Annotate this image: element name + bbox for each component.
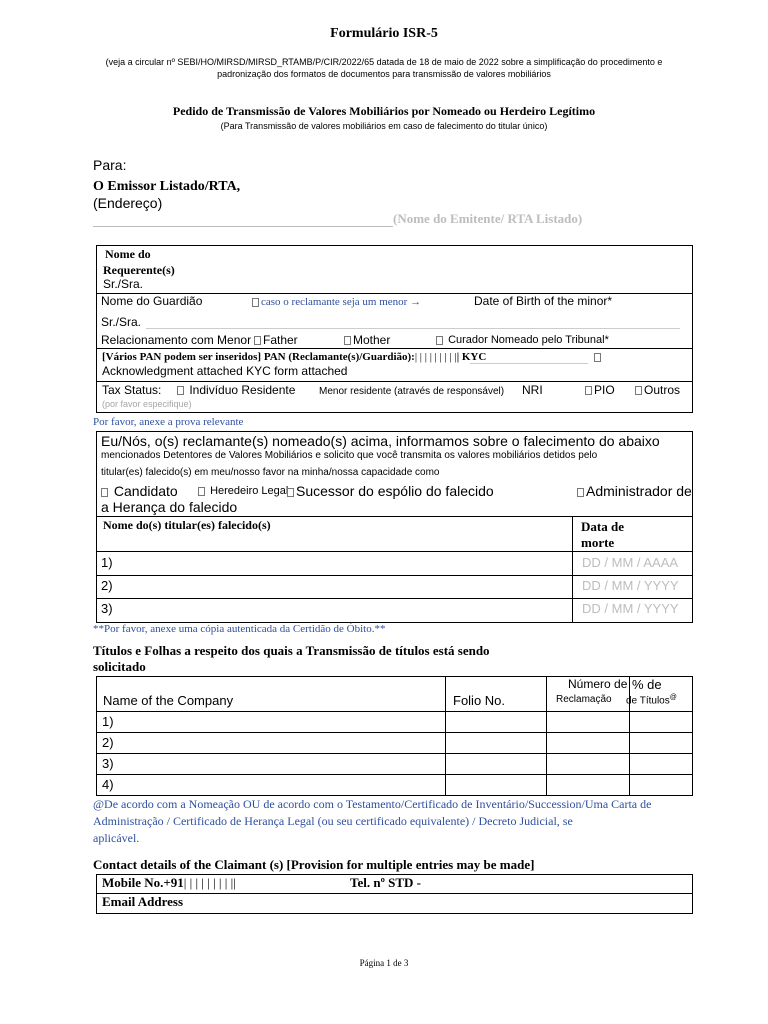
tax-nri[interactable]: NRI (522, 383, 543, 397)
guardian-label: Nome do Guardião (101, 294, 203, 308)
circular-note-line1: (veja a circular nº SEBI/HO/MIRSD/MIRSD_RTAMB/P/CIR/2022/65 datada de 18 de maio de 2022 sobre a simplificação do procedimento e (105, 57, 663, 67)
form-title: Formulário ISR-5 (330, 26, 438, 41)
securities-row-1: 1) (102, 714, 114, 729)
declaration-line-last: a Herança do falecido (101, 499, 238, 515)
option-successor[interactable]: Sucessor do espólio do falecido (287, 483, 494, 499)
tax-others[interactable]: Outros (635, 383, 680, 397)
declaration-line2: mencionados Detentores de Valores Mobiliários e solicito que você transmita os valores mobiliários detidos pelo (101, 450, 598, 461)
tel-std-field[interactable]: Tel. nº STD - (350, 875, 421, 890)
deceased-row-3-num: 3) (101, 601, 113, 616)
relationship-mother[interactable]: Mother (344, 333, 390, 347)
guardian-minor-checkbox[interactable]: caso o reclamante seja um menor → (252, 296, 421, 308)
declaration-line1: Eu/Nós, o(s) reclamante(s) nomeado(s) acima, informamos sobre o falecimento do abaixo (101, 433, 660, 449)
checkbox-icon[interactable] (252, 298, 259, 307)
nomination-note-2: Administração / Certificado de Herança Legal (ou seu certificado equivalente) / Decreto Judicial, se (93, 814, 573, 828)
guardian-prefix[interactable]: Sr./Sra. (101, 315, 142, 329)
nomination-note-1: @De acordo com a Nomeação OU de acordo com o Testamento/Certificado de Inventário/Succession/Uma Carta de (93, 797, 652, 811)
address-label: (Endereço) (93, 195, 163, 211)
securities-row-2: 2) (102, 735, 114, 750)
mobile-field[interactable]: Mobile No.+91| | | | | | | | || (102, 875, 236, 890)
checkbox-icon[interactable] (344, 336, 351, 345)
checkbox-icon[interactable] (198, 487, 205, 496)
securities-row-3: 3) (102, 756, 114, 771)
checkbox-icon[interactable] (254, 336, 261, 345)
deceased-row-3-date[interactable]: DD / MM / YYYY (582, 601, 679, 616)
tax-resident[interactable]: Indivíduo Residente (177, 383, 295, 397)
kyc-checkbox-icon[interactable] (594, 353, 601, 362)
option-legal-heir[interactable]: Heredeiro Legal (198, 485, 288, 497)
checkbox-icon[interactable] (635, 386, 642, 395)
relationship-label: Relacionamento com Menor (101, 333, 252, 347)
checkbox-icon[interactable] (585, 386, 592, 395)
tax-minor-resident[interactable]: Menor residente (através de responsável) (319, 386, 505, 397)
declaration-line3: titular(es) falecido(s) em meu/nosso favor na minha/nossa capacidade como (101, 467, 440, 478)
nomination-note-3: aplicável. (93, 831, 140, 845)
col-claim-2: Reclamação (556, 694, 612, 705)
claimant-name-label-2: Requerente(s) (103, 263, 175, 277)
pan-row[interactable]: [Vários PAN podem ser inseridos] PAN (Reclamante(s)/Guardião):| | | | | | | | || KYC (102, 351, 487, 363)
circular-note-line2: padronização dos formatos de documentos para transmissão de valores mobiliários (217, 69, 551, 79)
page-number: Página 1 de 3 (359, 958, 409, 968)
tax-pio[interactable]: PIO (585, 383, 615, 397)
col-company: Name of the Company (103, 693, 234, 708)
checkbox-icon[interactable] (177, 386, 184, 395)
dob-minor-label: Date of Birth of the minor* (474, 294, 613, 308)
email-field[interactable]: Email Address (102, 894, 184, 909)
securities-row-4: 4) (102, 777, 114, 792)
issuer-name-placeholder: (Nome do Emitente/ RTA Listado) (393, 211, 583, 226)
option-administrator[interactable]: Administrador de (577, 483, 692, 499)
col-pct: % de (632, 677, 662, 692)
relationship-guardian[interactable]: Curador Nomeado pelo Tribunal* (436, 334, 609, 346)
securities-title-2: solicitado (93, 659, 146, 674)
proof-note: Por favor, anexe a prova relevante (93, 416, 244, 428)
request-subtitle: (Para Transmissão de valores mobiliários em caso de falecimento do titular único) (220, 121, 548, 131)
col-folio: Folio No. (453, 693, 506, 708)
col-date-of-death-2: morte (581, 535, 615, 550)
claimant-name-label-1: Nome do (105, 247, 151, 261)
request-title: Pedido de Transmissão de Valores Mobiliários por Nomeado ou Herdeiro Legítimo (172, 104, 596, 118)
checkbox-icon[interactable] (577, 488, 584, 497)
relationship-father[interactable]: Father (254, 333, 298, 347)
claimant-name-prefix[interactable]: Sr./Sra. (103, 277, 144, 291)
col-pct-2: de Títulos@ (626, 694, 677, 707)
death-cert-note: **Por favor, anexe uma cópia autenticada da Certidão de Óbito.** (93, 623, 386, 635)
kyc-ack: Acknowledgment attached KYC form attached (102, 364, 348, 378)
tax-status-label: Tax Status: (102, 383, 162, 397)
checkbox-icon[interactable] (436, 336, 443, 345)
to-label: Para: (93, 157, 127, 173)
contact-title: Contact details of the Claimant (s) [Provision for multiple entries may be made] (93, 857, 535, 872)
col-claim-1: Número de (568, 677, 628, 691)
issuer-name-line[interactable] (93, 226, 393, 227)
deceased-row-2-num: 2) (101, 578, 113, 593)
issuer-label: O Emissor Listado/RTA, (93, 179, 241, 194)
col-date-of-death-1: Data de (581, 519, 624, 534)
securities-title-1: Títulos e Folhas a respeito dos quais a Transmissão de títulos está sendo (93, 643, 490, 658)
option-candidate[interactable]: Candidato (101, 483, 178, 499)
tax-specify-placeholder[interactable]: (por favor especifique) (102, 399, 192, 409)
deceased-row-1-date[interactable]: DD / MM / AAAA (582, 555, 679, 570)
checkbox-icon[interactable] (101, 488, 108, 497)
deceased-row-2-date[interactable]: DD / MM / YYYY (582, 578, 679, 593)
deceased-row-1-num: 1) (101, 555, 113, 570)
col-deceased-name: Nome do(s) titular(es) falecido(s) (103, 518, 271, 532)
checkbox-icon[interactable] (287, 488, 294, 497)
